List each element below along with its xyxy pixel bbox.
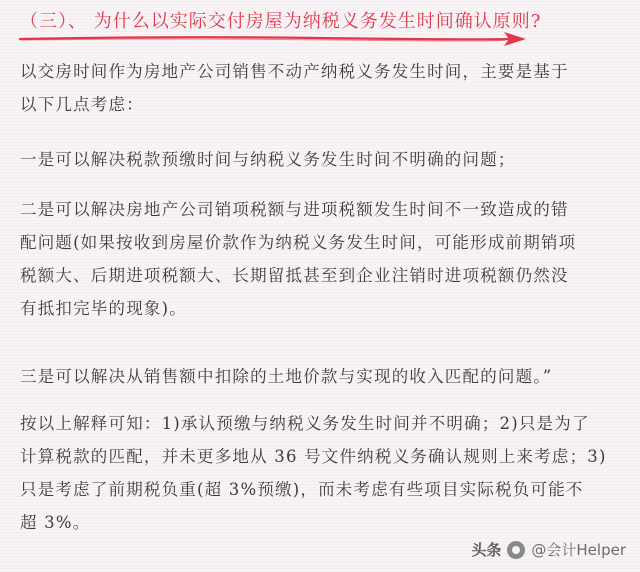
paragraph-line: 一是可以解决税款预缴时间与纳税义务发生时间不明确的问题； xyxy=(20,150,516,169)
paragraph-point-two xyxy=(20,193,624,325)
paragraph-line: 税额大、后期进项税额大、长期留抵甚至到企业注销时进项税额仍然没 xyxy=(20,266,569,285)
paragraph-line: 计算税款的匹配，并未更多地从 36 号文件纳税义务确认规则上来考虑；3) xyxy=(20,447,607,466)
arrow-underline-icon xyxy=(18,30,530,48)
paragraph-line: 有抵扣完毕的现象)。 xyxy=(20,299,187,318)
watermark-brand: 头条 xyxy=(471,541,502,559)
paragraph-intro xyxy=(20,55,624,121)
paragraph-line: 配问题(如果按收到房屋价款作为纳税义务发生时间，可能形成前期销项 xyxy=(20,233,577,252)
paragraph-line: 以交房时间作为房地产公司销售不动产纳税义务发生时间，主要是基于 xyxy=(20,62,569,81)
paragraph-line: 只是考虑了前期税负重(超 3%预缴)，而未考虑有些项目实际税负可能不 xyxy=(20,480,584,499)
paragraph-point-three xyxy=(20,360,624,393)
paragraph-line: 以下几点考虑： xyxy=(20,95,144,114)
paragraph-point-one xyxy=(20,143,624,176)
watermark-account: @会计Helper xyxy=(531,541,626,559)
paragraph-line: 二是可以解决房地产公司销项税额与进项税额发生时间不一致造成的错 xyxy=(20,200,569,219)
paragraph-line: 按以上解释可知：1)承认预缴与纳税义务发生时间并不明确；2)只是为了 xyxy=(20,414,590,433)
paragraph-line: 超 3%。 xyxy=(20,513,91,532)
toutiao-logo-icon xyxy=(507,541,525,559)
paragraph-conclusion xyxy=(20,407,624,539)
paragraph-line: 三是可以解决从销售额中扣除的土地价款与实现的收入匹配的问题。” xyxy=(20,367,553,386)
watermark xyxy=(471,539,626,560)
section-heading: （三）、 为什么以实际交付房屋为纳税义务发生时间确认原则? xyxy=(20,11,542,32)
